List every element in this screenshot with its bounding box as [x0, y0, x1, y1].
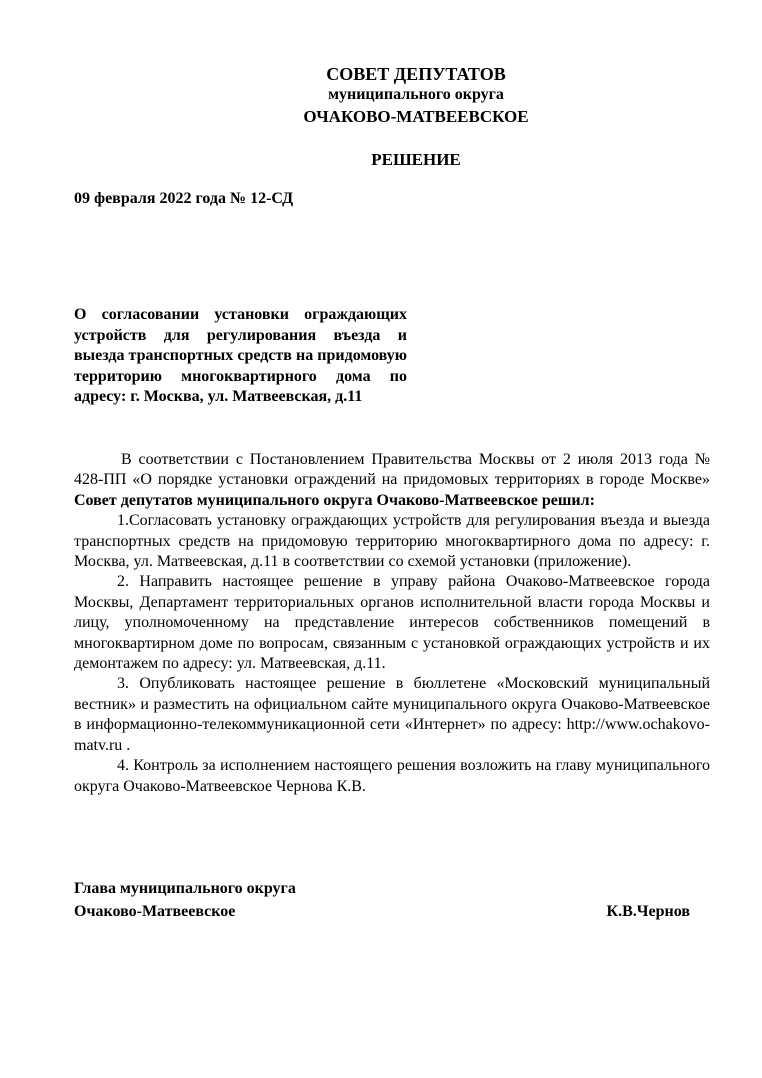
council-subtitle: муниципального округа: [328, 86, 504, 103]
district-name: ОЧАКОВО-МАТВЕЕВСКОЕ: [303, 107, 529, 126]
decision-item-2: 2. Направить настоящее решение в управу района Очаково-Матвеевское города Москвы, Департамент территориальных органов исполнительной власти города Москвы и лицу, уполномоченному на представление интересов собственников помещений в многоквартирном доме по вопросам, связанным с установкой ограждающих устройств и их демонтажем по адресу: ул. Матвеевская, д.11.: [74, 573, 710, 673]
decision-date-number: 09 февраля 2022 года № 12-СД: [74, 190, 294, 207]
signature-title-line2: Очаково-Матвеевское: [74, 903, 236, 920]
decision-item-4: 4. Контроль за исполнением настоящего решения возложить на главу муниципального округа Очаково-Матвеевское Чернова К.В.: [74, 757, 710, 795]
decision-item-3: 3. Опубликовать настоящее решение в бюллетене «Московский муниципальный вестник» и разместить на официальном сайте муниципального округа Очаково-Матвеевское в информационно-телекоммуникационной сети «Интернет» по адресу: http://www.ochakovo-matv.ru .: [74, 675, 710, 754]
document-type: РЕШЕНИЕ: [371, 150, 461, 169]
preamble-paragraph: [74, 450, 710, 511]
decision-subject: О согласовании установки ограждающих устройств для регулирования въезда и выезда транспортных средств на придомовую территорию многоквартирного дома по адресу: г. Москва, ул. Матвеевская, д.11: [74, 306, 407, 405]
decision-body: [74, 450, 710, 797]
decision-item-1: 1.Согласовать установку ограждающих устройств для регулирования въезда и выезда транспортных средств на придомовую территорию многоквартирного дома по адресу: г. Москва, ул. Матвеевская, д.11 в соответствии со схемой установки (приложение).: [74, 512, 710, 571]
signature-title-line1: Глава муниципального округа: [74, 880, 296, 897]
preamble-resolution: Совет депутатов муниципального округа Очаково-Матвеевское решил:: [74, 491, 595, 509]
council-title: СОВЕТ ДЕПУТАТОВ: [326, 64, 506, 84]
signatory-name: К.В.Чернов: [606, 903, 690, 920]
signature-block: [74, 903, 690, 921]
preamble-text: В соответствии с Постановлением Правительства Москвы от 2 июля 2013 года № 428-ПП «О порядке установки ограждений на придомовых территориях в городе Москве»: [74, 451, 710, 489]
